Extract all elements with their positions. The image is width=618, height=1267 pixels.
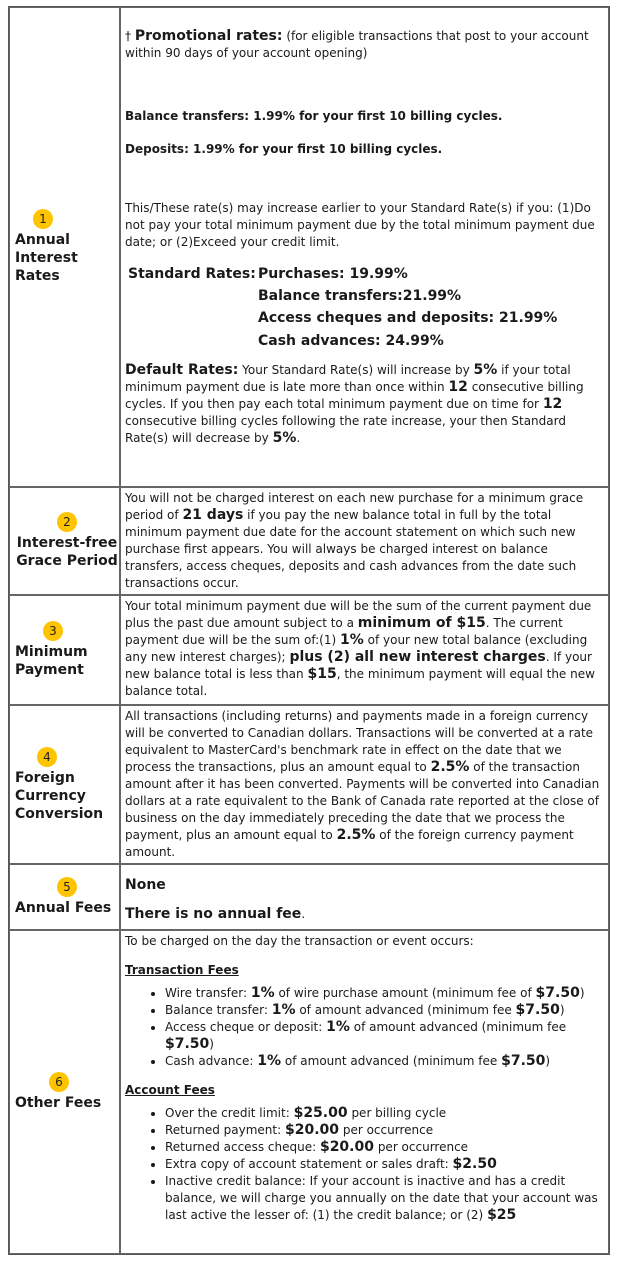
list-item: • Wire transfer: 1% of wire purchase amount (minimum fee of $7.50) bbox=[165, 985, 604, 1002]
transaction-fees-heading: Transaction Fees bbox=[125, 963, 239, 977]
list-item: • Over the credit limit: $25.00 per billing cycle bbox=[165, 1105, 604, 1122]
account-fees-heading: Account Fees bbox=[125, 1083, 215, 1097]
table-row bbox=[9, 595, 609, 705]
list-item: • Returned payment: $20.00 per occurrence bbox=[165, 1122, 604, 1139]
row-label-cell bbox=[9, 7, 120, 487]
annual-fee-none: None bbox=[125, 877, 166, 893]
row-label: Other Fees bbox=[15, 1095, 102, 1111]
table-row bbox=[9, 7, 609, 487]
annual-fee-text: There is no annual fee. bbox=[125, 906, 306, 922]
row-label-cell bbox=[9, 487, 120, 595]
minimum-payment-text: Your total minimum payment due will be the sum of the current payment due plus the past due amount subject to a minimum of $15. The current payment due will be the sum of:(1) 1% of your new total balance (excluding any new interest charges); plus (2) all new interest charges. If your new balance total is less than $15, the minimum payment will equal the new balance total. bbox=[125, 599, 595, 698]
promo-balance-transfers: Balance transfers: 1.99% for your first 10 billing cycles. bbox=[125, 109, 503, 123]
list-item: • Extra copy of account statement or sales draft: $2.50 bbox=[165, 1156, 604, 1173]
table-row bbox=[9, 930, 609, 1254]
row-label: Annual Fees bbox=[15, 900, 112, 916]
row-content-cell bbox=[120, 487, 609, 595]
row-label-cell bbox=[9, 864, 120, 930]
list-item: • Cash advance: 1% of amount advanced (minimum fee $7.50) bbox=[165, 1053, 604, 1070]
number-badge: 5 bbox=[57, 877, 77, 897]
list-item: • Returned access cheque: $20.00 per occurrence bbox=[165, 1139, 604, 1156]
foreign-currency-text: All transactions (including returns) and payments made in a foreign currency will be converted to Canadian dollars. Transactions will be converted at a rate equivalent to MasterCard's benchmark rate in effect on the date that we process the transactions, plus an amount equal to 2.5% of the transaction amount after it has been converted. Payments will be converted into Canadian dollars at a rate equivalent to the Bank of Canada rate reported at the close of business on the day immediately preceding the date that we process the payment, plus an amount equal to 2.5% of the foreign currency payment amount. bbox=[125, 709, 600, 859]
row-label: Foreign Currency Conversion bbox=[15, 769, 104, 822]
number-badge: 6 bbox=[49, 1072, 69, 1092]
row-label: Annual Interest Rates bbox=[15, 232, 78, 284]
transaction-fees-list bbox=[125, 985, 604, 1070]
list-item: • Access cheque or deposit: 1% of amount advanced (minimum fee $7.50) bbox=[165, 1019, 604, 1053]
promo-deposits: Deposits: 1.99% for your first 10 billing cycles. bbox=[125, 142, 443, 156]
row-content-cell bbox=[120, 595, 609, 705]
standard-rates: Standard Rates: Purchases: 19.99% Balance transfers:21.99% Access cheques and deposits: 21.99% Cash advances: 24.99% bbox=[128, 266, 558, 349]
table-row bbox=[9, 705, 609, 864]
row-content-cell bbox=[120, 7, 609, 487]
row-label-cell bbox=[9, 595, 120, 705]
row-label-cell bbox=[9, 705, 120, 864]
list-item: • Inactive credit balance: If your account is inactive and has a credit balance, we will charge you annually on the date that your account was last active the lesser of: (1) the credit balance; or (2) $25 bbox=[165, 1173, 604, 1224]
table-row bbox=[9, 487, 609, 595]
row-label: Interest-free Grace Period bbox=[16, 535, 118, 569]
row-label: Minimum Payment bbox=[15, 644, 88, 678]
row-content-cell bbox=[120, 705, 609, 864]
promo-paragraph: † Promotional rates: (for eligible transactions that post to your account within 90 days of your account opening) bbox=[125, 28, 589, 60]
number-badge: 2 bbox=[57, 512, 77, 532]
disclosure-table bbox=[8, 6, 610, 1255]
row-content-cell bbox=[120, 930, 609, 1254]
account-fees-list bbox=[125, 1105, 604, 1224]
list-item: • Balance transfer: 1% of amount advanced (minimum fee $7.50) bbox=[165, 1002, 604, 1019]
row-content-cell bbox=[120, 864, 609, 930]
other-fees-intro: To be charged on the day the transaction or event occurs: bbox=[125, 934, 474, 948]
number-badge: 3 bbox=[43, 621, 63, 641]
row-label-cell bbox=[9, 930, 120, 1254]
grace-period-text: You will not be charged interest on each new purchase for a minimum grace period of 21 days if you pay the new balance total in full by the total minimum payment due date for the account statement on which such new purchase first appears. You will always be charged interest on balance transfers, access cheques, deposits and cash advances from the date such transactions occur. bbox=[125, 491, 584, 590]
rate-increase-text: This/These rate(s) may increase earlier to your Standard Rate(s) if you: (1)Do not pay your total minimum payment due by the total minimum payment due date; or (2)Exceed your credit limit. bbox=[125, 201, 595, 249]
disclosure-frame bbox=[8, 6, 610, 1255]
table-row bbox=[9, 864, 609, 930]
number-badge: 4 bbox=[37, 747, 57, 767]
number-badge: 1 bbox=[33, 209, 53, 229]
default-rates-paragraph: Default Rates: Your Standard Rate(s) will increase by 5% if your total minimum payment due is late more than once within 12 consecutive billing cycles. If you then pay each total minimum payment due on time for 12 consecutive billing cycles following the rate increase, your then Standard Rate(s) will decrease by 5%. bbox=[125, 362, 584, 446]
